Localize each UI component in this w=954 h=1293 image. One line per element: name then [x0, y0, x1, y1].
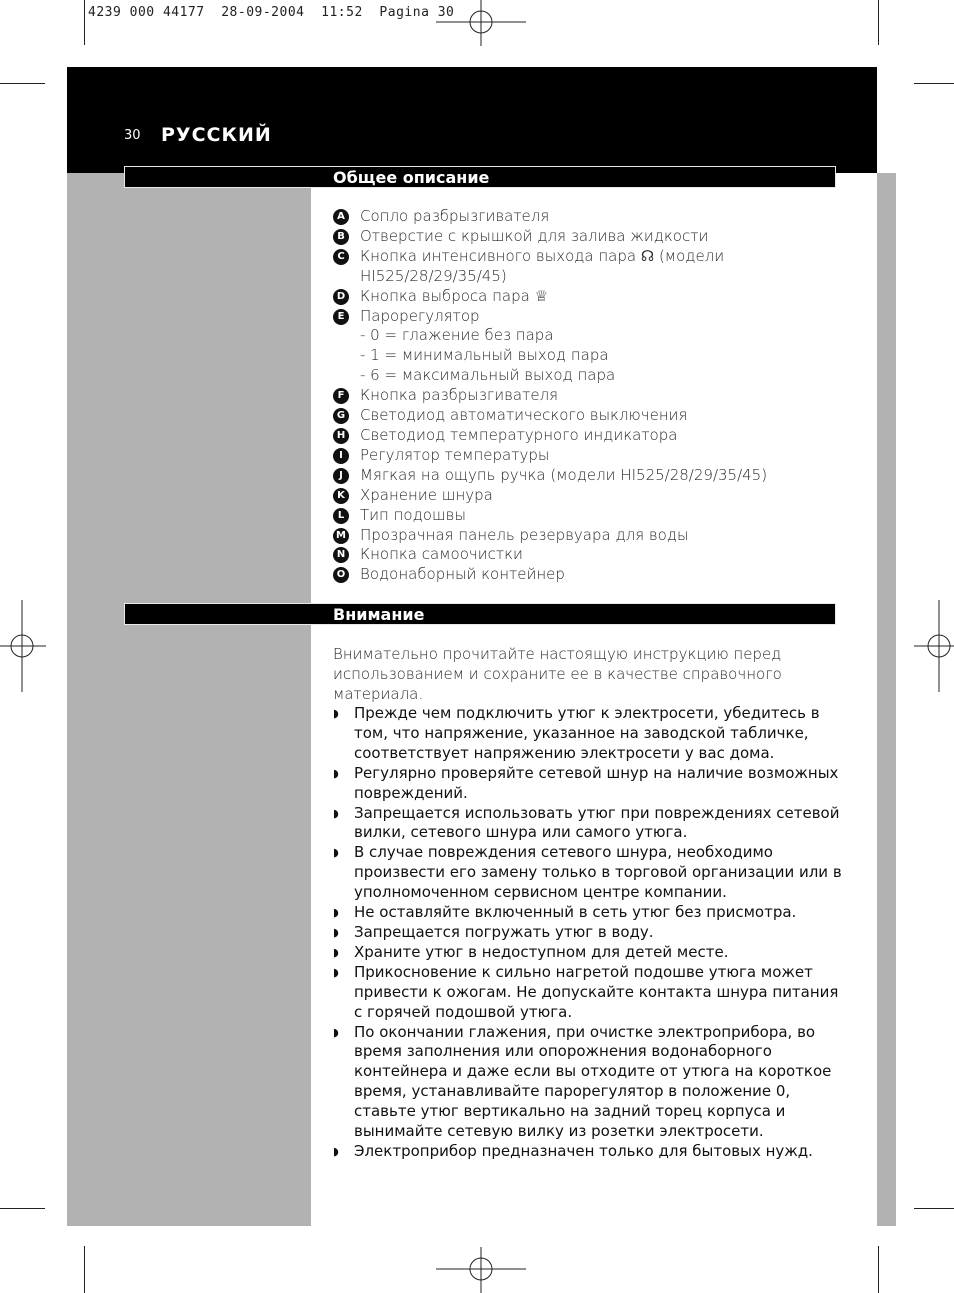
crop-mark [914, 83, 954, 84]
warning-item: ◗ Прикосновение к сильно нагретой подошве утюга может привести к ожогам. Не допускайте контакта шнура питания с горячей подошвой утюга. [333, 962, 839, 1021]
crop-mark [84, 1246, 85, 1293]
part-item: E Парорегулятор [333, 307, 767, 327]
part-letter-badge: K [333, 488, 349, 504]
bullet-icon: ◗ [333, 1025, 339, 1039]
part-letter-badge: C [333, 249, 349, 265]
warnings-list [333, 704, 843, 1162]
warning-item: ◗ Регулярно проверяйте сетевой шнур на наличие возможных повреждений. [333, 763, 839, 802]
part-letter-badge: L [333, 508, 349, 524]
warning-item: ◗ В случае повреждения сетевого шнура, необходимо произвести его замену только в торговой организации или в уполномоченном сервисном центре компании. [333, 843, 842, 902]
part-item: D Кнопка выброса пара ♕ [333, 287, 767, 307]
part-letter-badge: I [333, 448, 349, 464]
crop-mark [914, 1208, 954, 1209]
bullet-icon: ◗ [333, 707, 339, 720]
registration-mark-right [914, 600, 954, 692]
warning-item: ◗ Запрещается использовать утюг при повреждениях сетевой вилки, сетевого шнура или самого утюга. [333, 803, 840, 842]
part-letter-badge: J [333, 468, 349, 484]
part-item: K Хранение шнура [333, 486, 767, 506]
part-letter-badge: H [333, 428, 349, 444]
registration-mark-bottom [436, 1247, 526, 1293]
parts-list [333, 207, 767, 585]
part-item: L Тип подошвы [333, 506, 767, 526]
bullet-icon: ◗ [333, 945, 339, 959]
bullet-icon: ◗ [333, 766, 339, 780]
part-letter-badge: D [333, 289, 349, 305]
part-item-continuation: HI525/28/29/35/45) [360, 266, 507, 285]
crop-mark [84, 0, 85, 45]
warning-intro-text: Внимательно прочитайте настоящую инструкцию перед использованием и сохраните ее в качестве справочного материала. [333, 645, 782, 703]
part-item: A Сопло разбрызгивателя [333, 207, 767, 227]
bullet-icon: ◗ [333, 906, 339, 920]
part-item: F Кнопка разбрызгивателя [333, 386, 767, 406]
part-letter-badge: A [333, 209, 349, 225]
right-margin-panel [877, 173, 896, 1226]
part-item: O Водонаборный контейнер [333, 565, 767, 585]
part-item: G Светодиод автоматического выключения [333, 406, 767, 426]
registration-mark-left [0, 600, 46, 692]
section-header-general-description [124, 166, 836, 188]
section-title: Общее описание [333, 168, 490, 187]
print-header: 4239 000 44177 28-09-2004 11:52 Pagina 30 [88, 5, 455, 20]
part-item: N Кнопка самоочистки [333, 545, 767, 565]
part-letter-badge: O [333, 567, 349, 583]
part-item: H Светодиод температурного индикатора [333, 426, 767, 446]
warning-item: ◗ Храните утюг в недоступном для детей месте. [333, 942, 729, 961]
crop-mark [0, 83, 45, 84]
warning-item: ◗ Прежде чем подключить утюг к электросети, убедитесь в том, что напряжение, указанное на заводской табличке, соответствует напряжению электросети у вас дома. [333, 704, 820, 762]
part-item: M Прозрачная панель резервуара для воды [333, 526, 767, 546]
part-subitem: - 6 = максимальный выход пара [360, 366, 616, 385]
part-letter-badge: G [333, 408, 349, 424]
crop-mark [878, 1246, 879, 1293]
part-letter-badge: E [333, 309, 349, 325]
section-title: Внимание [333, 605, 425, 624]
part-letter-badge: N [333, 547, 349, 563]
warning-item: ◗ Запрещается погружать утюг в воду. [333, 922, 654, 941]
part-item: B Отверстие с крышкой для залива жидкости [333, 227, 767, 247]
part-item: I Регулятор температуры [333, 446, 767, 466]
part-subitem: - 1 = минимальный выход пара [360, 346, 609, 365]
crop-mark [0, 1208, 45, 1209]
header-band [67, 67, 877, 173]
warning-item: ◗ Не оставляйте включенный в сеть утюг без присмотра. [333, 903, 797, 922]
part-item: C Кнопка интенсивного выхода пара ☊ (модели [333, 247, 767, 267]
part-subitem: - 0 = глажение без пара [360, 326, 554, 345]
part-item: J Мягкая на ощупь ручка (модели HI525/28/29/35/45) [333, 466, 767, 486]
section-header-warning [124, 603, 836, 625]
part-letter-badge: B [333, 229, 349, 245]
language-heading: РУССКИЙ [161, 124, 272, 146]
bullet-icon: ◗ [333, 1144, 339, 1158]
bullet-icon: ◗ [333, 925, 339, 939]
left-margin-panel [67, 173, 311, 1226]
bullet-icon: ◗ [333, 965, 339, 979]
warning-item: ◗ По окончании глажения, при очистке электроприбора, во время заполнения или опорожнения водонаборного контейнера и даже если вы отходите от утюга на короткое время, устанавливайте парорегулятор в положение 0, ставьте утюг вертикально на задний торец корпуса и вынимайте сетевую вилку из розетки электросети. [333, 1022, 832, 1141]
registration-mark-top [436, 0, 526, 46]
part-letter-badge: F [333, 388, 349, 404]
crop-mark [878, 0, 879, 45]
bullet-icon: ◗ [333, 846, 339, 860]
warning-item: ◗ Электроприбор предназначен только для бытовых нужд. [333, 1141, 813, 1160]
part-letter-badge: M [333, 528, 349, 544]
bullet-icon: ◗ [333, 806, 339, 820]
page-number: 30 [124, 128, 141, 143]
